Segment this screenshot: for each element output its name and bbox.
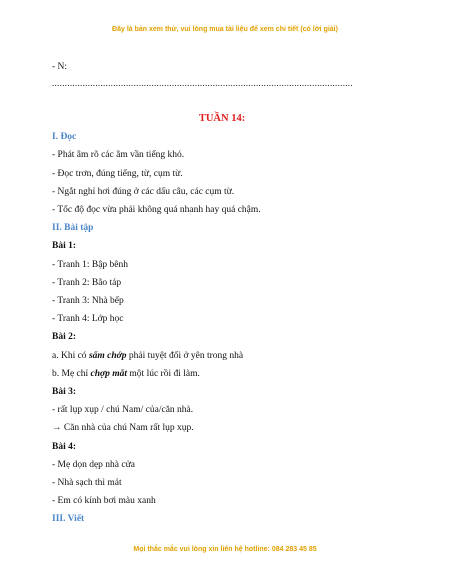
exercise-4-item: - Mẹ dọn dẹp nhà cửa (52, 459, 135, 470)
section-exercises-heading: II. Bài tập (52, 223, 94, 234)
highlighted-word: sấm chớp (88, 350, 127, 361)
reading-item: - Tốc độ đọc vừa phải không quá nhanh hay quá chậm. (52, 205, 261, 216)
exercise-2-answer-a: a. Khi có sấm chớp phải tuyệt đối ở yên trong nhà (52, 350, 244, 361)
section-writing-heading: III. Viết (52, 514, 85, 525)
exercise-4-item: - Nhà sạch thì mát (52, 478, 122, 489)
exercise-1-item: - Tranh 3: Nhà bếp (52, 296, 124, 307)
exercise-3-prompt: - rất lụp xụp / chú Nam/ của/căn nhà. (52, 405, 194, 416)
exercise-4-title: Bài 4: (52, 441, 77, 452)
exercise-2-title: Bài 2: (52, 332, 77, 343)
exercise-1-item: - Tranh 2: Bão táp (52, 277, 122, 288)
reading-item: - Phát âm rõ các âm vần tiếng khó. (52, 150, 185, 161)
arrow-icon: → (52, 423, 62, 434)
preview-banner: Đây là bản xem thử, vui lòng mua tài liệu để xem chi tiết (có lời giải) (112, 26, 338, 33)
exercise-1-item: - Tranh 1: Bập bênh (52, 259, 128, 270)
exercise-3-answer: → Căn nhà của chú Nam rất lụp xụp. (52, 423, 194, 434)
document-body (52, 58, 392, 529)
reading-item: - Ngắt nghỉ hơi đúng ở các dấu câu, các cụm từ. (52, 186, 235, 197)
exercise-4-item: - Em có kính bơi màu xanh (52, 496, 156, 507)
dotted-line: ...................................................................................................................... (52, 78, 353, 89)
reading-item: - Đọc trơn, đúng tiếng, từ, cụm từ. (52, 168, 183, 179)
section-reading-heading: I. Đọc (52, 132, 77, 143)
exercise-3-title: Bài 3: (52, 387, 77, 398)
week-title: TUẦN 14: (198, 113, 246, 125)
highlighted-word: chợp mắt (90, 368, 128, 379)
exercise-2-answer-b: b. Mẹ chỉ chợp mắt một lúc rồi đi làm. (52, 368, 200, 379)
exercise-1-title: Bài 1: (52, 241, 77, 252)
exercise-1-item: - Tranh 4: Lớp học (52, 314, 124, 325)
name-line: - N: (52, 62, 68, 72)
hotline-banner: Mọi thắc mắc vui lòng xin liên hệ hotline: 084 283 45 85 (133, 546, 317, 553)
